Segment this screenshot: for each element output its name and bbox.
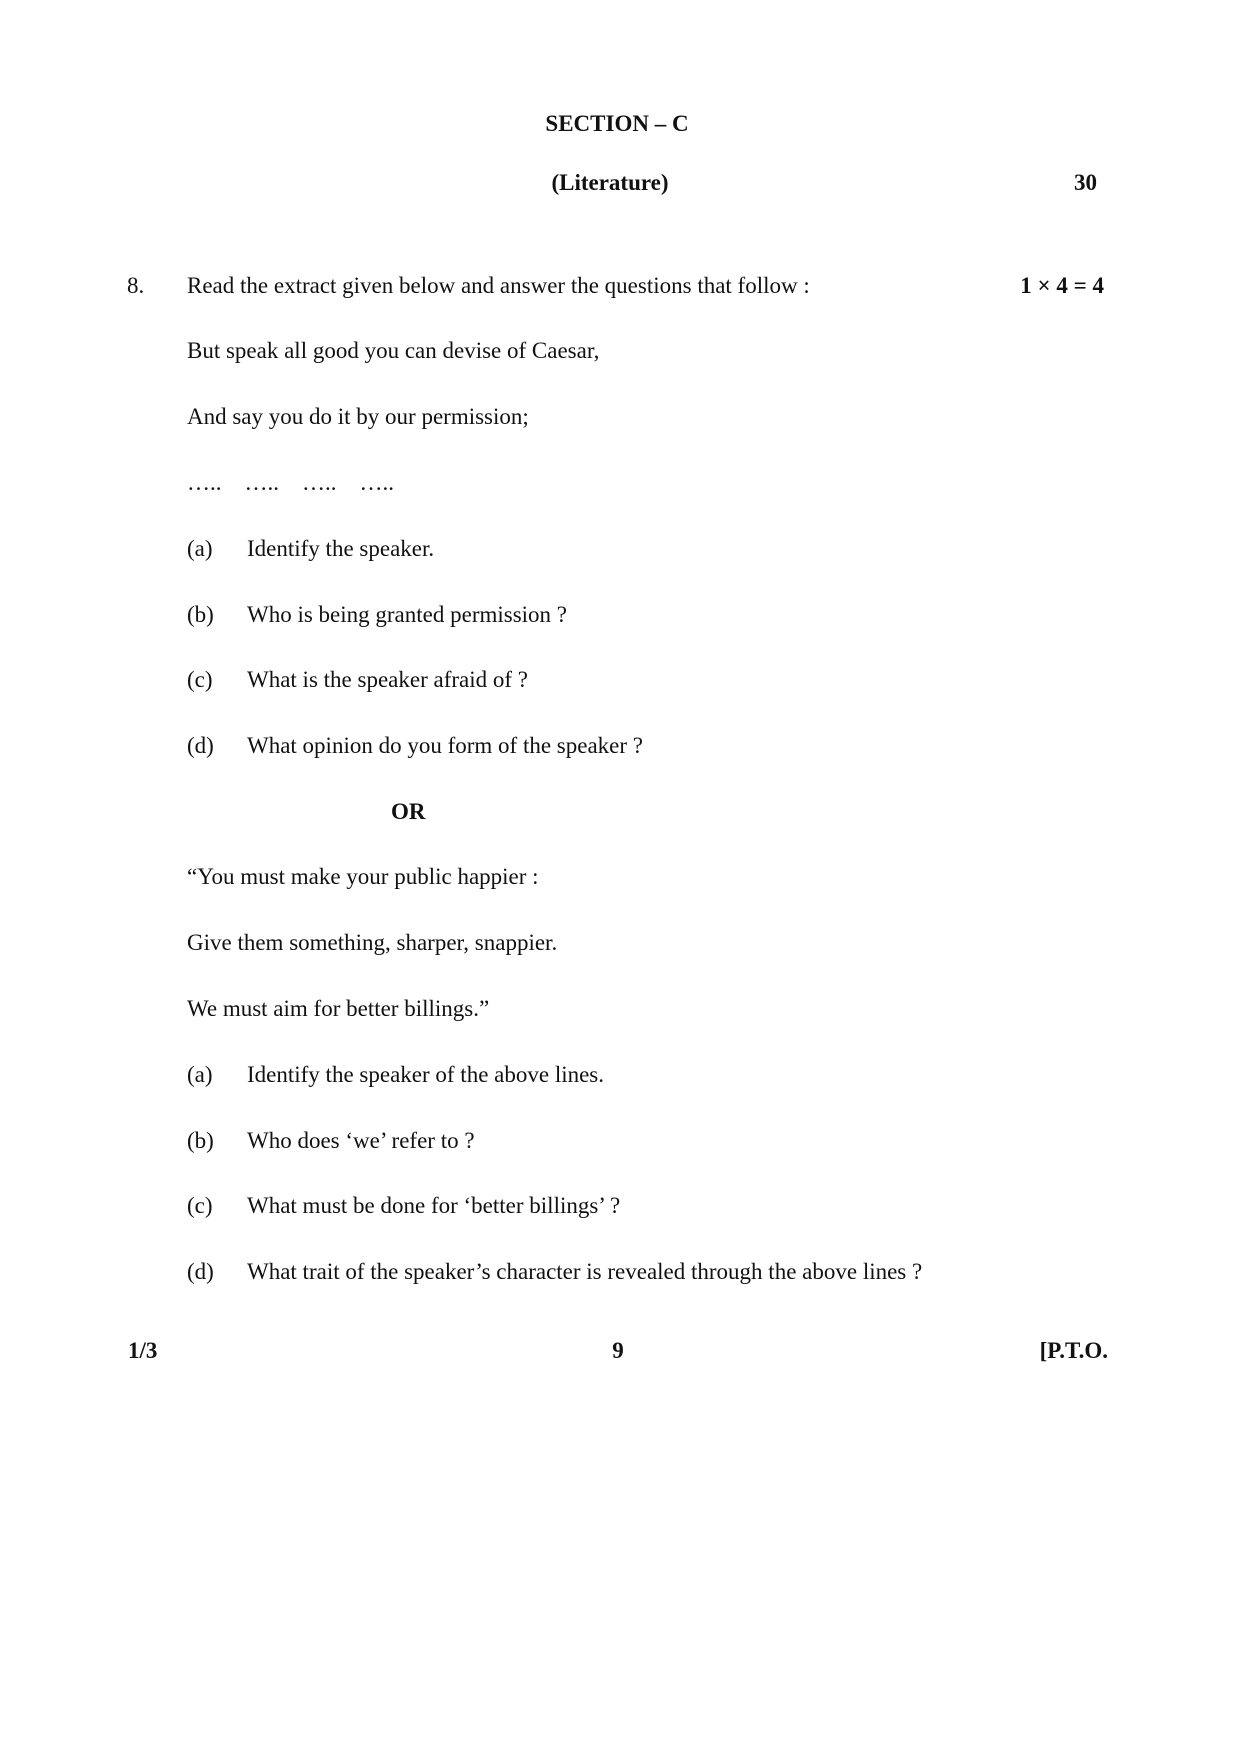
part-label: (c)	[187, 1193, 213, 1218]
part-label: (b)	[187, 1128, 214, 1153]
part-text: What must be done for ‘better billings’ ?	[247, 1193, 621, 1218]
part-text: What opinion do you form of the speaker ?	[247, 733, 643, 758]
part-text: What trait of the speaker’s character is revealed through the above lines ?	[247, 1259, 923, 1284]
part-text: Who does ‘we’ refer to ?	[247, 1128, 475, 1153]
section-subtitle: (Literature)	[551, 170, 669, 195]
part-text: Who is being granted permission ?	[247, 602, 568, 627]
extract-ellipsis: ….. ….. ….. …..	[187, 470, 394, 495]
section-title: SECTION – C	[545, 111, 689, 136]
part-label: (c)	[187, 667, 213, 692]
part-label: (b)	[187, 602, 214, 627]
footer-code: 1/3	[128, 1338, 158, 1363]
part-label: (a)	[187, 536, 213, 561]
part-text: Identify the speaker.	[247, 536, 435, 561]
question-marks: 1 × 4 = 4	[1020, 273, 1104, 298]
section-marks: 30	[1074, 170, 1097, 195]
part-text: Identify the speaker of the above lines.	[247, 1062, 605, 1087]
question-number: 8.	[127, 273, 145, 298]
page-number: 9	[612, 1338, 624, 1363]
part-text: What is the speaker afraid of ?	[247, 667, 528, 692]
extract-line: Give them something, sharper, snappier.	[187, 930, 558, 955]
extract-line: We must aim for better billings.”	[187, 996, 490, 1021]
extract-line: But speak all good you can devise of Caesar,	[187, 338, 600, 363]
part-label: (d)	[187, 733, 214, 758]
or-label: OR	[391, 799, 426, 824]
pto-label: [P.T.O.	[1039, 1338, 1108, 1363]
extract-line: And say you do it by our permission;	[187, 404, 529, 429]
question-instruction: Read the extract given below and answer the questions that follow :	[187, 273, 810, 298]
part-label: (a)	[187, 1062, 213, 1087]
part-label: (d)	[187, 1259, 214, 1284]
extract-line: “You must make your public happier :	[187, 864, 539, 889]
